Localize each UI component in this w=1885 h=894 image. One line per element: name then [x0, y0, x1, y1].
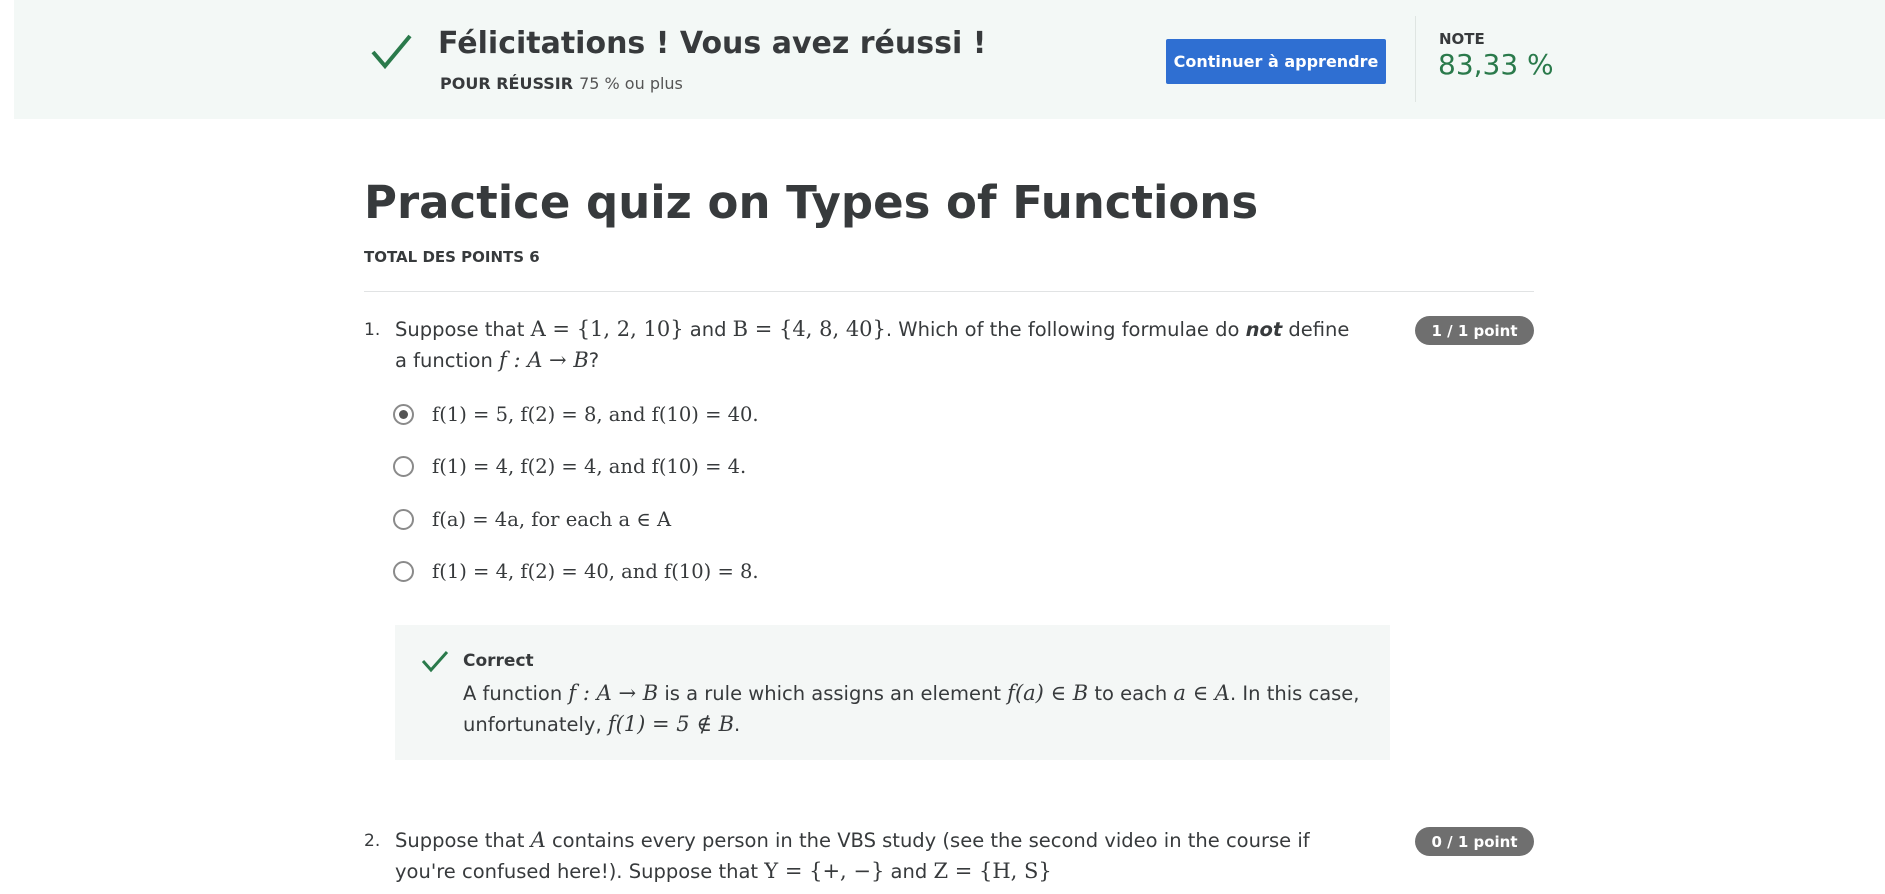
math-expression: A = {1, 2, 10} [530, 317, 684, 341]
continue-learning-button[interactable]: Continuer à apprendre [1166, 39, 1386, 84]
radio-button[interactable] [393, 404, 414, 425]
answer-option[interactable] [393, 501, 671, 537]
radio-button[interactable] [393, 509, 414, 530]
check-icon [421, 649, 449, 673]
grade-value: 83,33 % [1438, 48, 1554, 81]
math-expression: B = {4, 8, 40} [732, 317, 886, 341]
grade-label: NOTE [1439, 30, 1485, 48]
radio-button[interactable] [393, 561, 414, 582]
option-label: f(1) = 5, f(2) = 8, and f(10) = 40. [432, 402, 759, 426]
option-label: f(1) = 4, f(2) = 4, and f(10) = 4. [432, 454, 747, 478]
radio-button[interactable] [393, 456, 414, 477]
math-expression: f : A → B [499, 348, 589, 372]
feedback-text: A function f : A → B is a rule which assigns an element f(a) ∈ B to each a ∈ A. In this case, unfortunately, f(1) = 5 ∉ B. [463, 681, 1360, 736]
pass-requirement [440, 74, 683, 93]
option-label: f(a) = 4a, for each a ∈ A [432, 507, 672, 531]
page-title: Practice quiz on Types of Functions [364, 176, 1259, 229]
question-text: Suppose that A contains every person in the VBS study (see the second video in the course if you're confused here!). Suppose that Y = {+, −} and Z = {H, S} [395, 828, 1310, 883]
feedback-heading: Correct [463, 651, 534, 671]
feedback-panel [395, 625, 1390, 760]
success-banner [14, 0, 1885, 119]
score-badge: 0 / 1 point [1415, 827, 1534, 856]
divider [364, 291, 1534, 292]
total-points: TOTAL DES POINTS 6 [364, 248, 540, 266]
question-number: 2. [364, 831, 381, 851]
score-badge: 1 / 1 point [1415, 316, 1534, 345]
question-text: Suppose that A = {1, 2, 10} and B = {4, 8, 40}. Which of the following formulae do not define a function f : A → B? [395, 317, 1350, 372]
divider [1415, 16, 1416, 102]
answer-option[interactable] [393, 553, 759, 589]
banner-title: Félicitations ! Vous avez réussi ! [438, 26, 987, 61]
check-icon [370, 32, 414, 72]
pass-value: 75 % ou plus [579, 74, 683, 93]
question-number: 1. [364, 320, 381, 340]
pass-label: POUR RÉUSSIR [440, 74, 574, 93]
option-label: f(1) = 4, f(2) = 40, and f(10) = 8. [432, 559, 759, 583]
answer-option[interactable] [393, 448, 746, 484]
answer-option[interactable] [393, 396, 759, 432]
